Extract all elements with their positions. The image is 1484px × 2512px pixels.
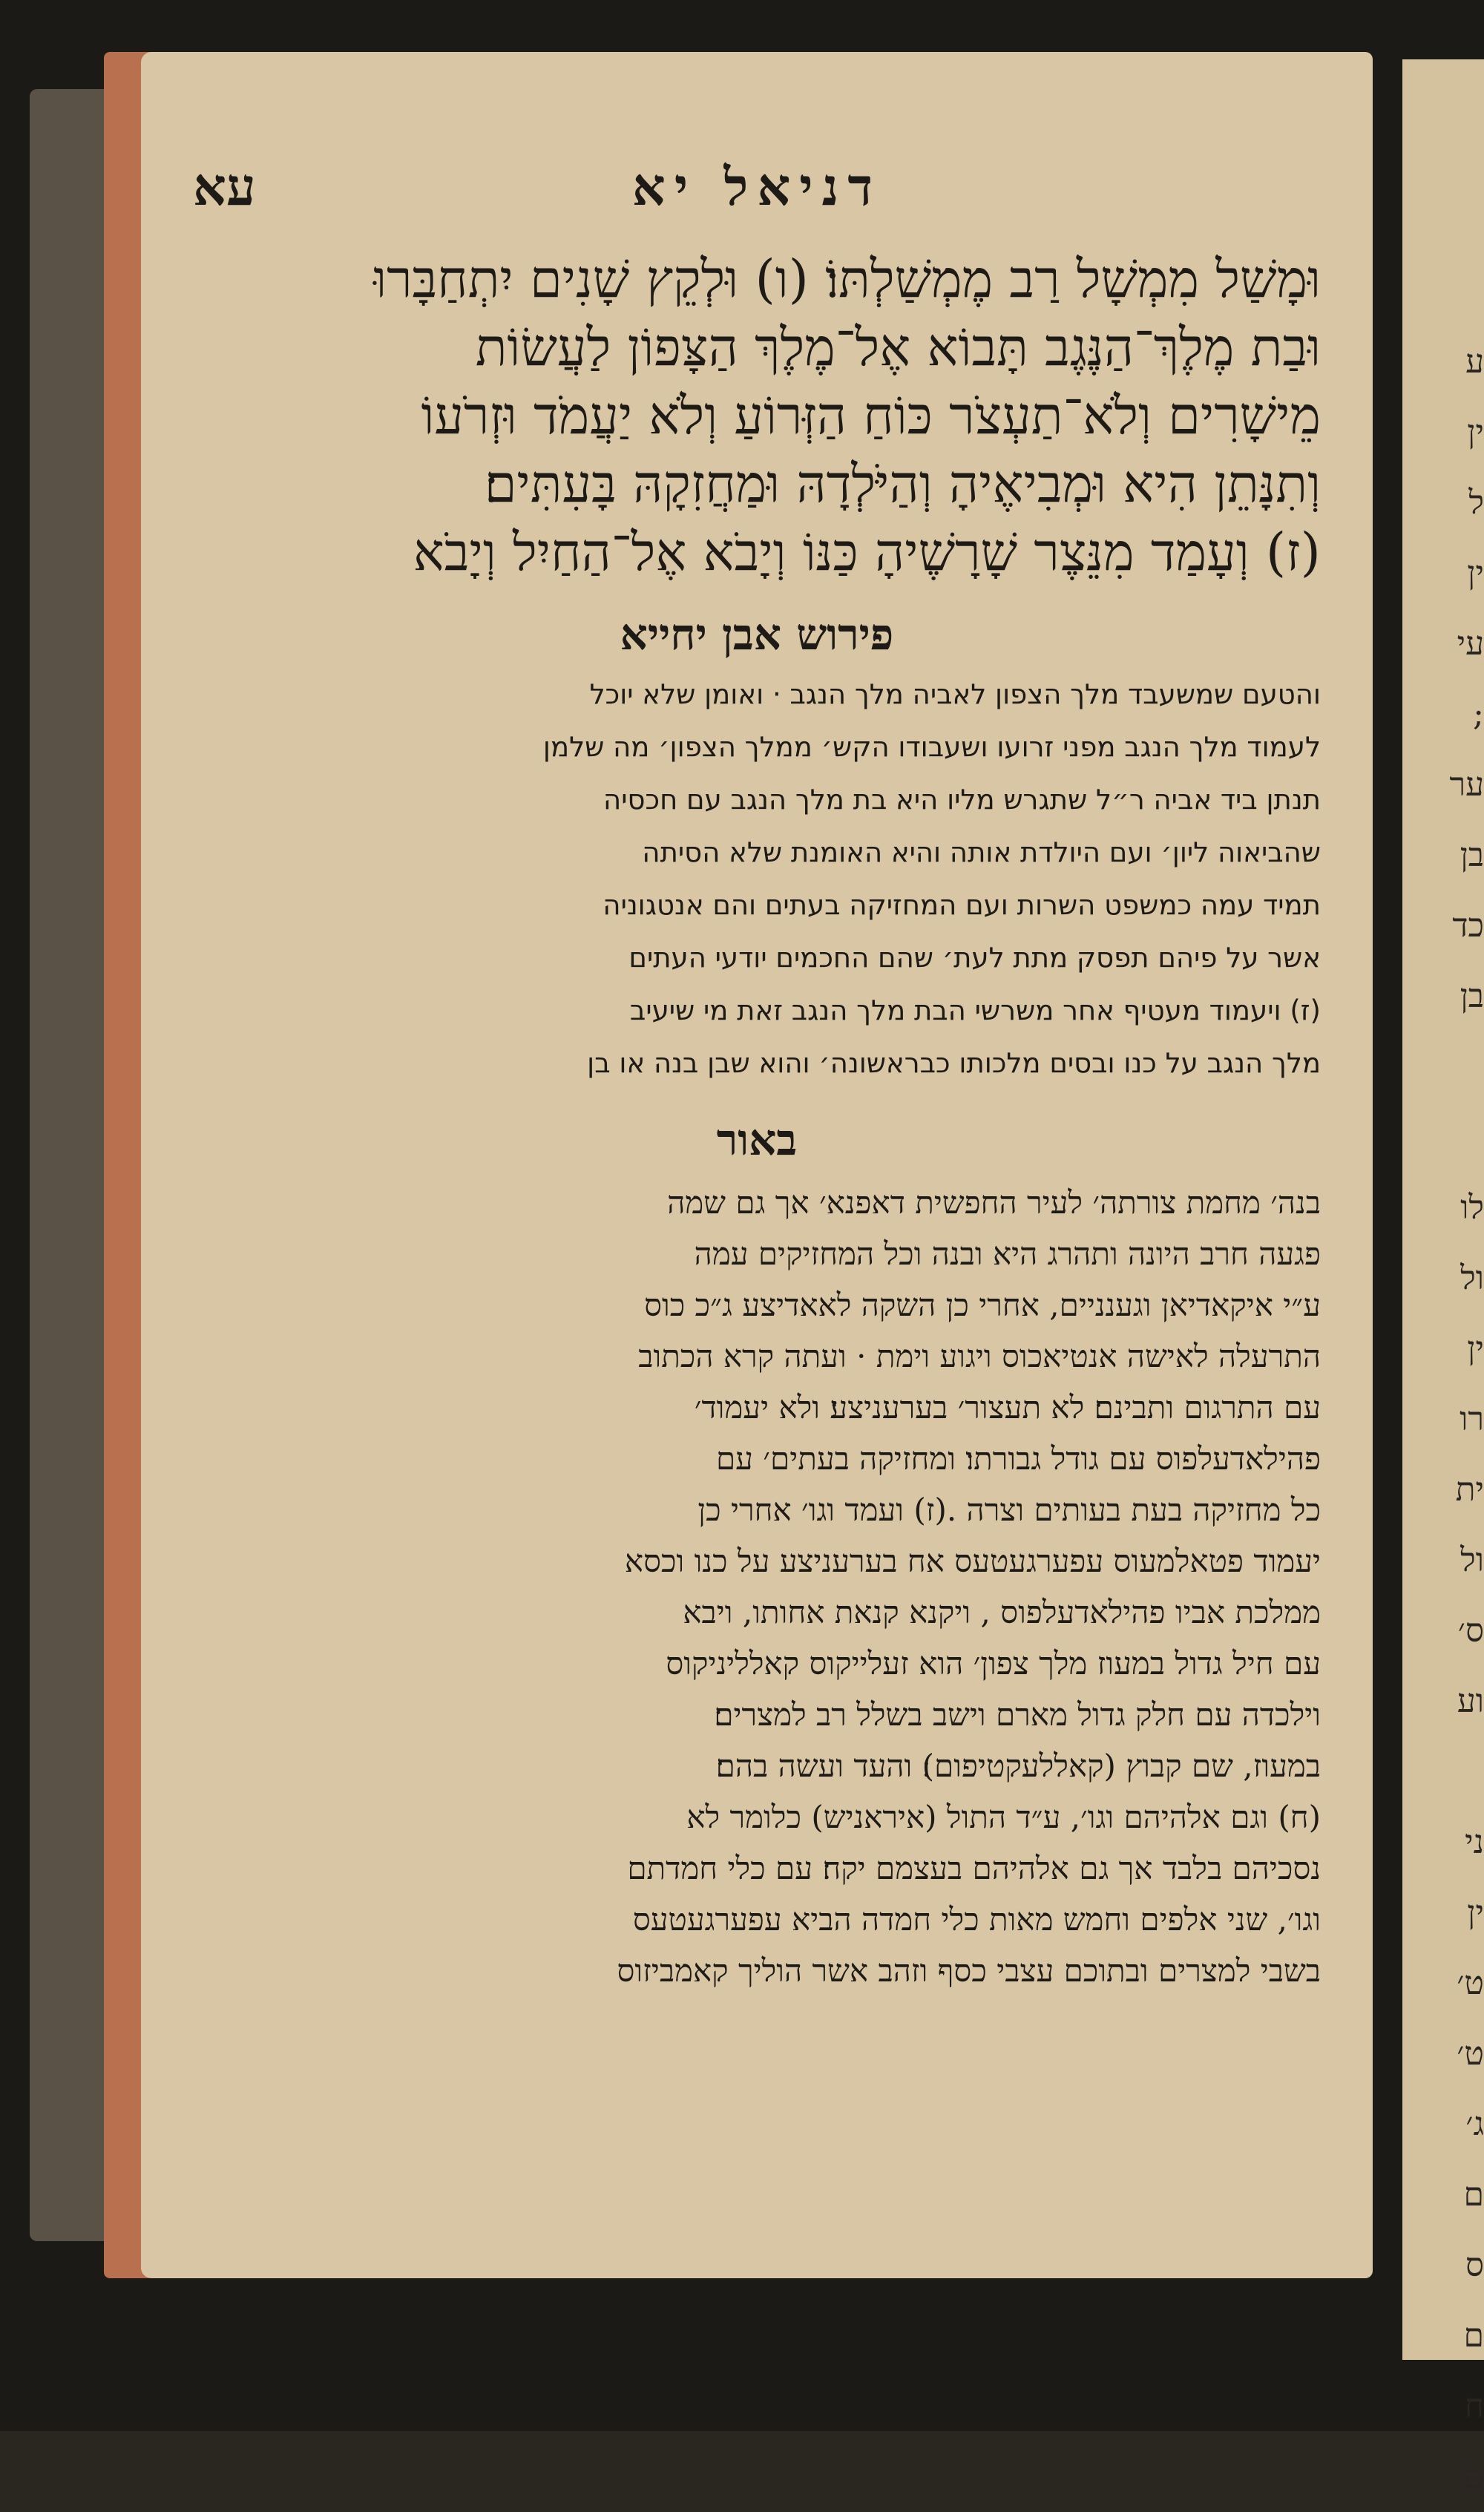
facing-page-fragment: לו <box>1460 1189 1484 1227</box>
commentary-line: שהביאוה ליון׳ ועם היולדת אותה והיא האומנת שלא הסיתה <box>642 836 1321 868</box>
facing-page-fragment: וע <box>1457 1682 1484 1720</box>
beur-title: באור <box>716 1115 798 1165</box>
page-header <box>193 156 1321 245</box>
facing-page-fragment: ט׳ <box>1457 2035 1484 2073</box>
facing-page-fragment: ני <box>1465 1823 1484 1861</box>
beur-line: פגעה חרב היונה ותהרג היא ובנה וכל המחזיקים עמה <box>694 1236 1321 1272</box>
commentary-line: והטעם שמשעבד מלך הצפון לאביה מלך הנגב · ואומן שלא יוכל <box>589 678 1321 710</box>
running-title: דניאל יא <box>631 156 882 217</box>
facing-page-text <box>1443 327 1484 2512</box>
facing-page-fragment: בן <box>1460 977 1484 1015</box>
facing-page-fragment <box>1443 1032 1484 1102</box>
bible-line: וּמָשַׁל מִמְשָׁל רַב מֶמְשַׁלְתּוֹ׃ (ו) וּלְקֵץ שָׁנִים יִתְחַבָּרוּ <box>373 249 1321 309</box>
beur-line: בנה׳ מחמת צורתה׳ לעיר החפשית דאפנא׳ אך גם שמה <box>667 1184 1321 1221</box>
facing-page-fragment <box>1443 1737 1484 1807</box>
beur-line: פהילאדעלפוס עם גודל גבורתו׃ ומחזיקה בעתים׳ עם <box>715 1440 1321 1477</box>
facing-page-fragment: ח <box>1464 2387 1484 2425</box>
facing-page-fragment: ט׳ <box>1457 1964 1484 2002</box>
facing-page-fragment: רו <box>1460 1400 1484 1438</box>
bible-line: וְתִנָּתֵן הִיא וּמְבִיאֶיהָ וְהַיֹּלְדָהּ וּמַחֲזִקָהּ בָּעִתִּים׃ <box>484 453 1321 514</box>
page-number: עא <box>193 156 256 217</box>
facing-page-fragment: ית <box>1455 1471 1484 1509</box>
bible-line: (ז) וְעָמַד מִנֵּצֶר שָׁרָשֶׁיהָ כַּנּוֹ וְיָבֹא אֶל־הַחַיִל וְיָבֹא <box>413 522 1321 583</box>
beur-line: כל מחזיקה בעת בעותים וצרה .(ז) ועמד וגו׳ אחרי כן <box>697 1492 1321 1528</box>
beur-line: יעמוד פטאלמעוס עפערגעטעס אח בערעניצע על כנו וכסא <box>624 1543 1321 1579</box>
facing-page-fragment: ס׳ <box>1457 1612 1484 1650</box>
facing-page-fragment: ין <box>1467 554 1484 592</box>
commentary-line: לעמוד מלך הנגב מפני זרועו ושעבודו הקש׳ ממלך הצפון׳ מה שלמן <box>542 731 1321 763</box>
commentary-line: מלך הנגב על כנו ובסים מלכותו כבראשונה׳ והוא שבן בנה או בן <box>587 1047 1321 1079</box>
commentary-title: פירוש אבן יחייא <box>620 609 894 660</box>
facing-page-fragment: ין <box>1467 1894 1484 1932</box>
facing-page-fragment: ע <box>1465 343 1484 381</box>
bible-text <box>193 245 1321 586</box>
commentary-text <box>193 668 1321 1089</box>
facing-page-fragment: עי <box>1457 625 1484 663</box>
bible-line: וּבַת מֶלֶךְ־הַנֶּגֶב תָּבוֹא אֶל־מֶלֶךְ הַצָּפוֹן לַעֲשׂוֹת <box>475 317 1321 378</box>
facing-page-fragment: ג׳ <box>1465 2105 1484 2143</box>
beur-line: ע״י איקאדיאן וגענניים, אחרי כן השקה לאאדיצע ג״כ כוס <box>644 1287 1321 1323</box>
beur-line: עם חיל גדול במעוז מלך צפון׳ הוא זעלייקוס קאלליניקוס <box>666 1645 1321 1682</box>
beur-line: התרעלה לאישה אנטיאכוס ויגוע וימת · ועתה קרא הכתוב <box>638 1338 1321 1374</box>
facing-page-fragment: ול <box>1460 1541 1484 1579</box>
facing-page-fragment: כד <box>1452 907 1484 945</box>
beur-text <box>193 1177 1321 1996</box>
facing-page-fragment: ם <box>1463 2317 1484 2355</box>
beur-line: וגו׳, שני אלפים וחמש מאות כלי חמדה הביא עפערגעטעס <box>632 1901 1321 1938</box>
beur-line: בשבי למצרים ובתוכם עצבי כסף וזהב אשר הוליך קאמביזוס <box>617 1952 1321 1989</box>
facing-page-fragment: ם <box>1463 2458 1484 2496</box>
facing-page-fragment: ין <box>1467 1330 1484 1368</box>
beur-line: עם התרגום ותבינם׃ לא תעצור׳ בערעניצע׃ ולא יעמוד׳ <box>694 1389 1321 1426</box>
beur-line: (ח) וגם אלהיהם וגו׳, ע״ד התול (איראניש) כלומר לא <box>686 1799 1321 1835</box>
facing-page-fragment: ם <box>1463 2176 1484 2214</box>
bible-line: מֵישָׁרִים וְלֹא־תַעְצֹר כּוֹחַ הַזְּרוֹעַ וְלֹא יַעֲמֹד וּזְרֹעוֹ <box>421 385 1321 446</box>
facing-page-fragment: ס <box>1465 2246 1484 2284</box>
beur-line: במעוז, שם קבוץ (קאללעקטיפום)׃ והעד ועשה בהם׃ <box>715 1748 1321 1784</box>
commentary-line: אשר על פיהם תפסק מתת לעת׳ שהם החכמים יודעי העתים <box>628 942 1321 974</box>
beur-line: ממלכת אביו פהילאדעלפוס , ויקנא קנאת אחותו, ויבא <box>683 1594 1321 1630</box>
facing-page-fragment: ער <box>1449 766 1484 804</box>
facing-page-fragment: ול <box>1460 1259 1484 1297</box>
facing-page-fragment: ; <box>1473 695 1484 733</box>
commentary-line: (ז) ויעמוד מעטיף אחר משרשי הבת מלך הנגב זאת מי שיעיב <box>629 994 1321 1026</box>
facing-page-fragment: ין <box>1467 413 1484 451</box>
facing-page-fragment: ל <box>1468 484 1484 522</box>
facing-page-fragment <box>1443 1102 1484 1173</box>
commentary-line: תמיד עמה כמשפט השרות ועם המחזיקה בעתים והם אנטגוניה <box>603 889 1321 921</box>
page-content <box>193 156 1321 1996</box>
facing-page-fragment: בן <box>1460 836 1484 874</box>
beur-line: וילכדה עם חלק גדול מארם וישב בשלל רב למצרים׃ <box>714 1696 1321 1733</box>
commentary-line: תנתן ביד אביה ר״ל שתגרש מליו היא בת מלך הנגב עם חכסיה <box>603 784 1321 816</box>
beur-line: נסכיהם בלבד אך גם אלהיהם בעצמם יקח׃ עם כלי חמדתם <box>627 1850 1321 1886</box>
